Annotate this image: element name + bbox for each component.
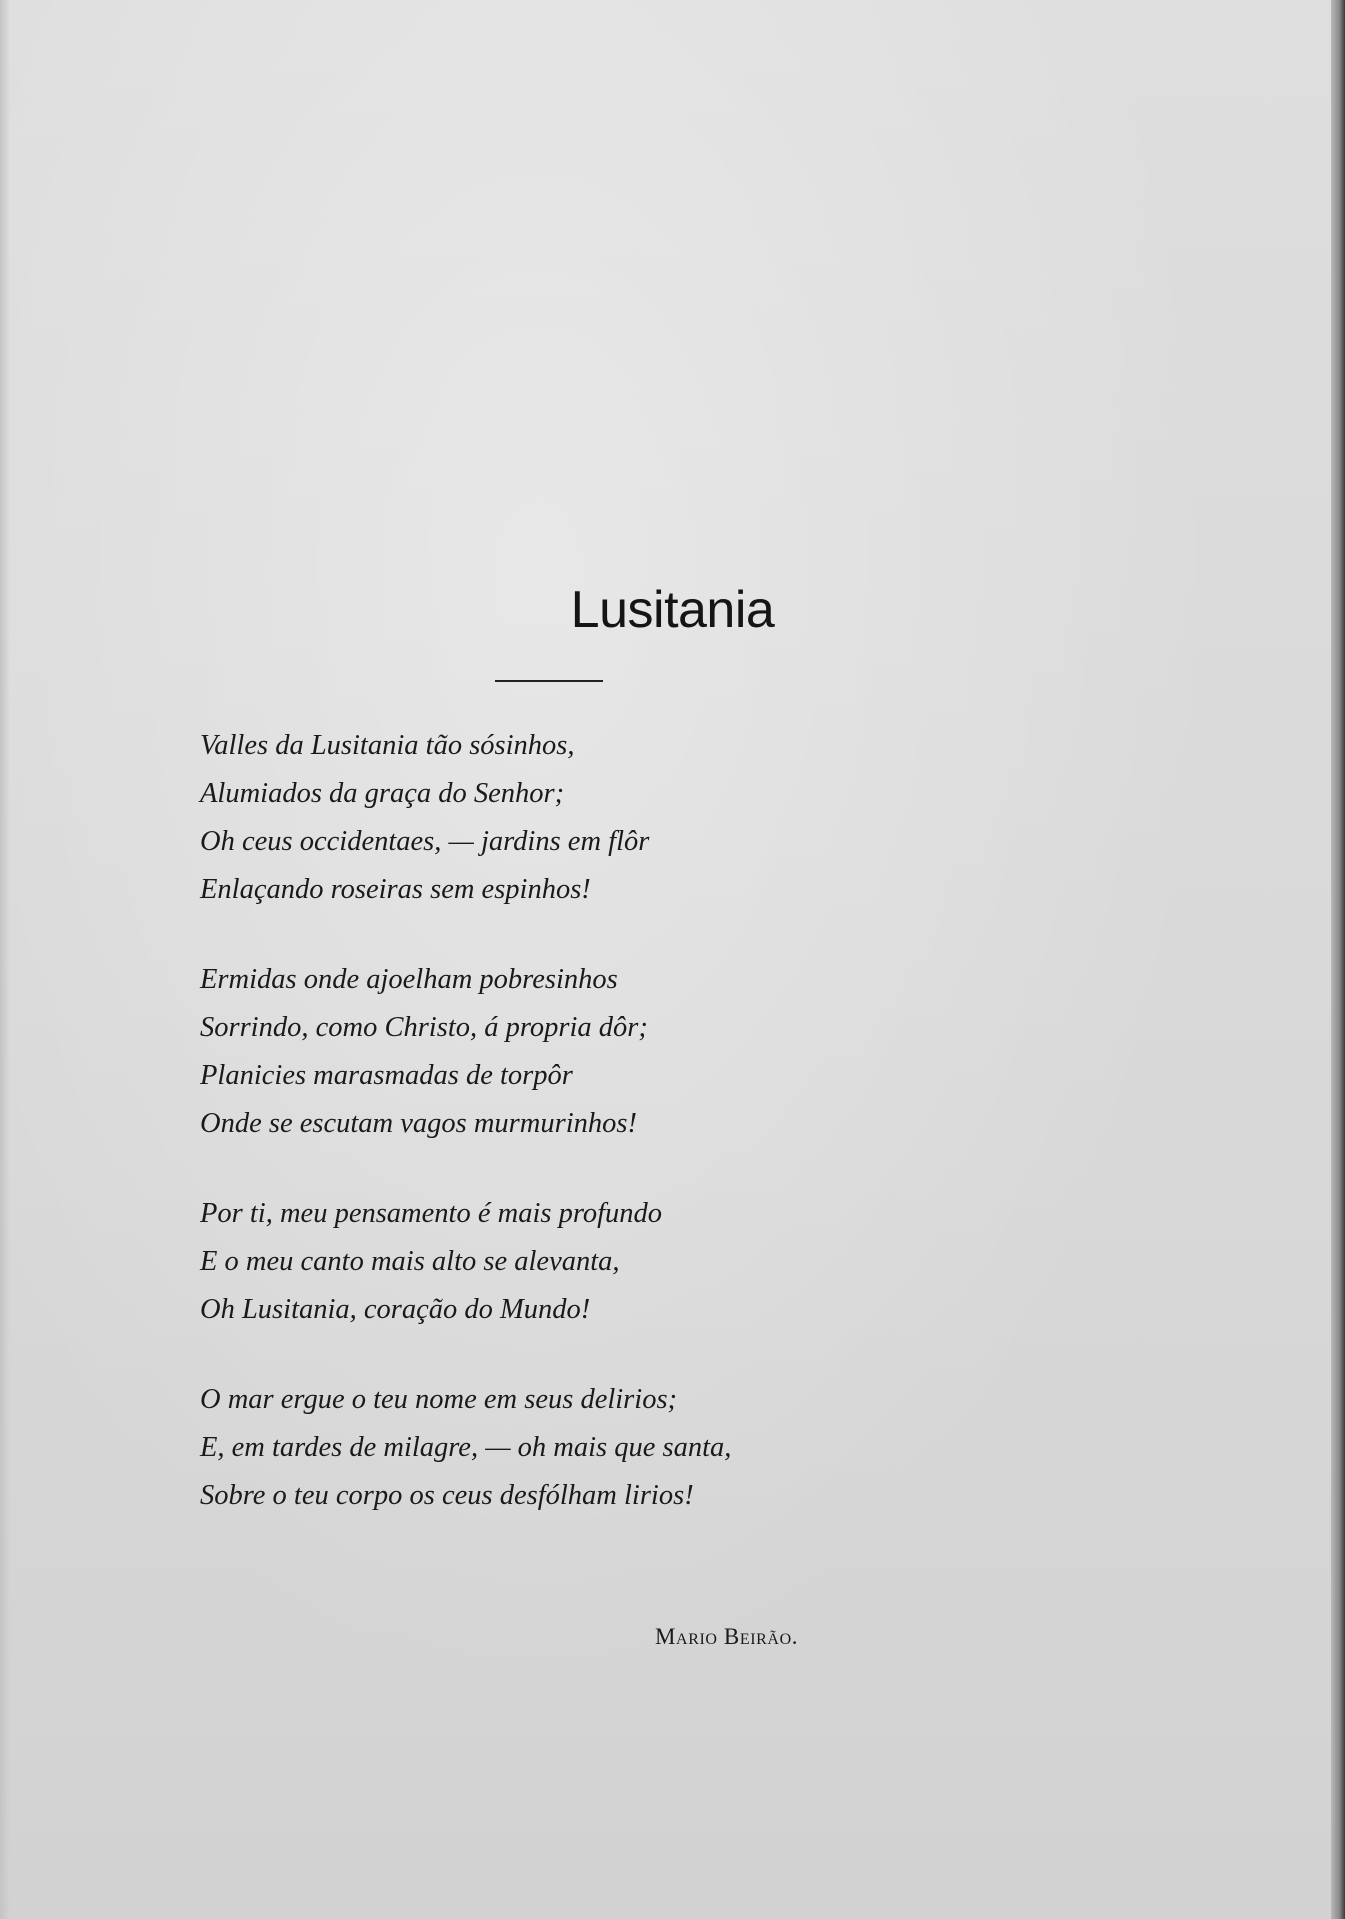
verse-line: Sorrindo, como Christo, á propria dôr; [200,1012,648,1043]
verse-line: E, em tardes de milagre, — oh mais que santa, [200,1432,732,1463]
verse-line: Oh Lusitania, coração do Mundo! [200,1294,591,1325]
verse-line: Alumiados da graça do Senhor; [200,778,565,809]
verse-line: Ermidas onde ajoelham pobresinhos [200,964,618,995]
verse-line: Valles da Lusitania tão sósinhos, [200,730,575,761]
stanza-1 [200,722,1100,914]
page-right-edge [1331,0,1345,1919]
verse-line: Planicies marasmadas de torpôr [200,1060,573,1091]
verse-line: Oh ceus occidentaes, — jardins em flôr [200,826,650,857]
title-divider [495,680,603,682]
stanza-4 [200,1376,1100,1520]
verse-line: Por ti, meu pensamento é mais profundo [200,1198,663,1229]
poem-body [200,722,1100,1520]
verse-line: Enlaçando roseiras sem espinhos! [200,874,591,905]
poem-title: Lusitania [570,581,775,639]
author-signature: Mario Beirão. [655,1624,799,1649]
page-left-edge [0,0,10,1919]
verse-line: Onde se escutam vagos murmurinhos! [200,1108,637,1139]
stanza-2 [200,956,1100,1148]
verse-line: O mar ergue o teu nome em seus delirios; [200,1384,678,1415]
verse-line: E o meu canto mais alto se alevanta, [200,1246,620,1277]
stanza-3 [200,1190,1100,1334]
verse-line: Sobre o teu corpo os ceus desfólham lirios! [200,1480,694,1511]
